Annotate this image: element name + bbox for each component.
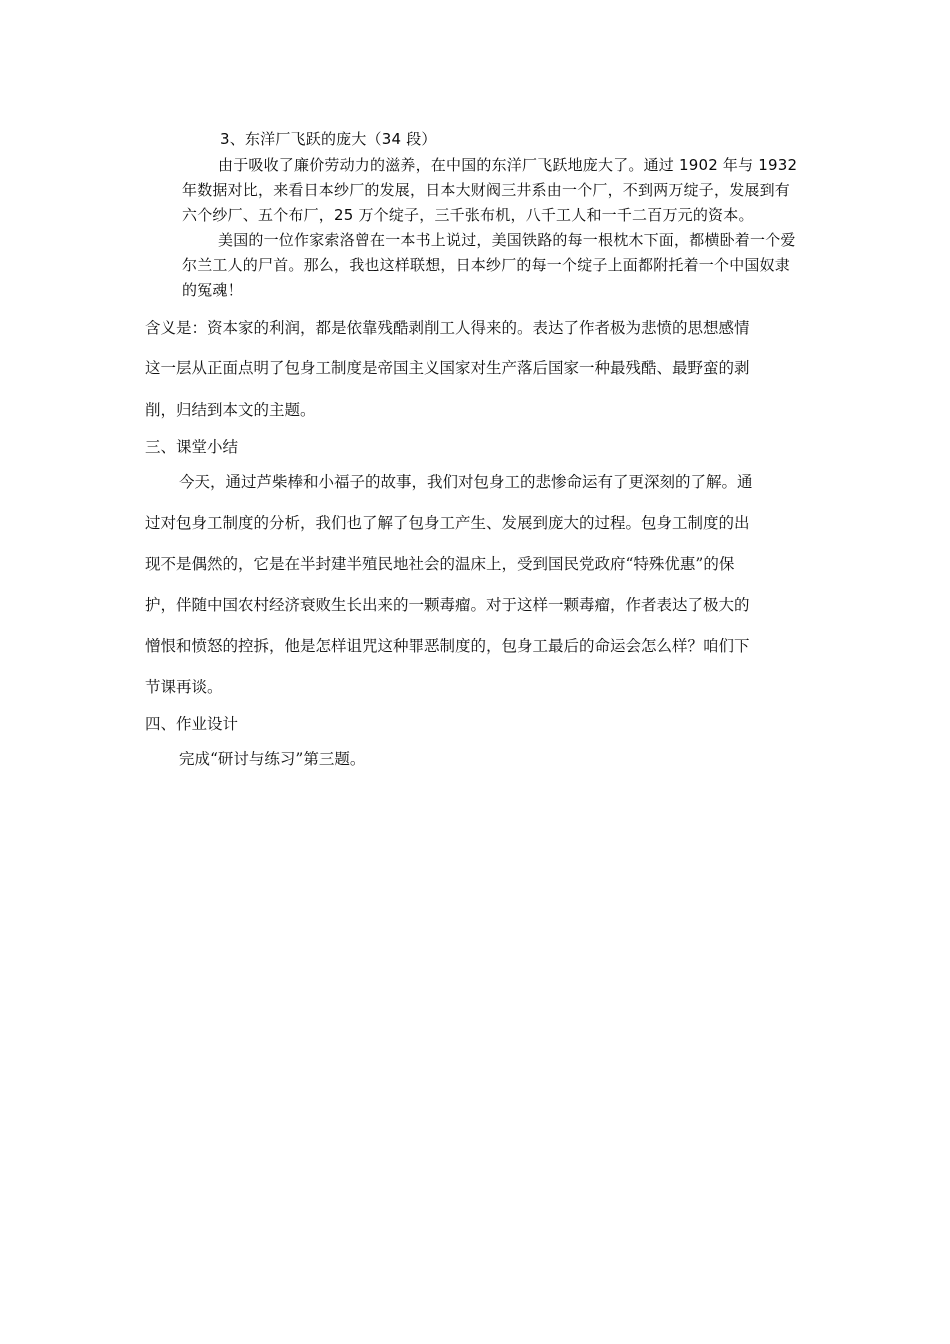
- meaning-line: 含义是：资本家的利润，都是依靠残酷剥削工人得来的。表达了作者极为悲愤的思想感情: [145, 319, 750, 337]
- excerpt-line: 美国的一位作家索洛曾在一本书上说过，美国铁路的每一根枕木下面，都横卧着一个爱: [218, 231, 796, 249]
- summary-line: 现不是偶然的，它是在半封建半殖民地社会的温床上，受到国民党政府“特殊优惠”的保: [145, 555, 735, 573]
- meaning-line: 这一层从正面点明了包身工制度是帝国主义国家对生产落后国家一种最残酷、最野蛮的剥: [145, 359, 750, 377]
- excerpt-line: 由于吸收了廉价劳动力的滋养，在中国的东洋厂飞跃地庞大了。通过 1902 年与 1932: [218, 156, 798, 174]
- homework-text: 完成“研讨与练习”第三题。: [179, 750, 366, 768]
- embedded-text-image: [180, 122, 830, 300]
- summary-line: 护，伴随中国农村经济衰败生长出来的一颗毒瘤。对于这样一颗毒瘤，作者表达了极大的: [145, 596, 750, 614]
- excerpt-line: 年数据对比，来看日本纱厂的发展，日本大财阀三井系由一个厂，不到两万绽子，发展到有: [182, 181, 791, 199]
- excerpt-heading: 3、东洋厂飞跃的庞大（34 段）: [220, 130, 437, 148]
- section-title-summary: 三、课堂小结: [145, 438, 239, 456]
- excerpt-line: 六个纱厂、五个布厂，25 万个绽子，三千张布机，八千工人和一千二百万元的资本。: [182, 206, 754, 224]
- excerpt-line: 的冤魂！: [182, 281, 243, 299]
- meaning-line: 削，归结到本文的主题。: [145, 401, 316, 419]
- summary-line: 过对包身工制度的分析，我们也了解了包身工产生、发展到庞大的过程。包身工制度的出: [145, 514, 750, 532]
- summary-line: 节课再谈。: [145, 678, 223, 696]
- summary-line: 今天，通过芦柴棒和小福子的故事，我们对包身工的悲惨命运有了更深刻的了解。通: [179, 473, 753, 491]
- excerpt-line: 尔兰工人的尸首。那么，我也这样联想，日本纱厂的每一个绽子上面都附托着一个中国奴隶: [182, 256, 791, 274]
- section-title-homework: 四、作业设计: [145, 715, 239, 733]
- summary-line: 憎恨和愤怒的控拆，他是怎样诅咒这种罪恶制度的，包身工最后的命运会怎么样？咱们下: [145, 637, 750, 655]
